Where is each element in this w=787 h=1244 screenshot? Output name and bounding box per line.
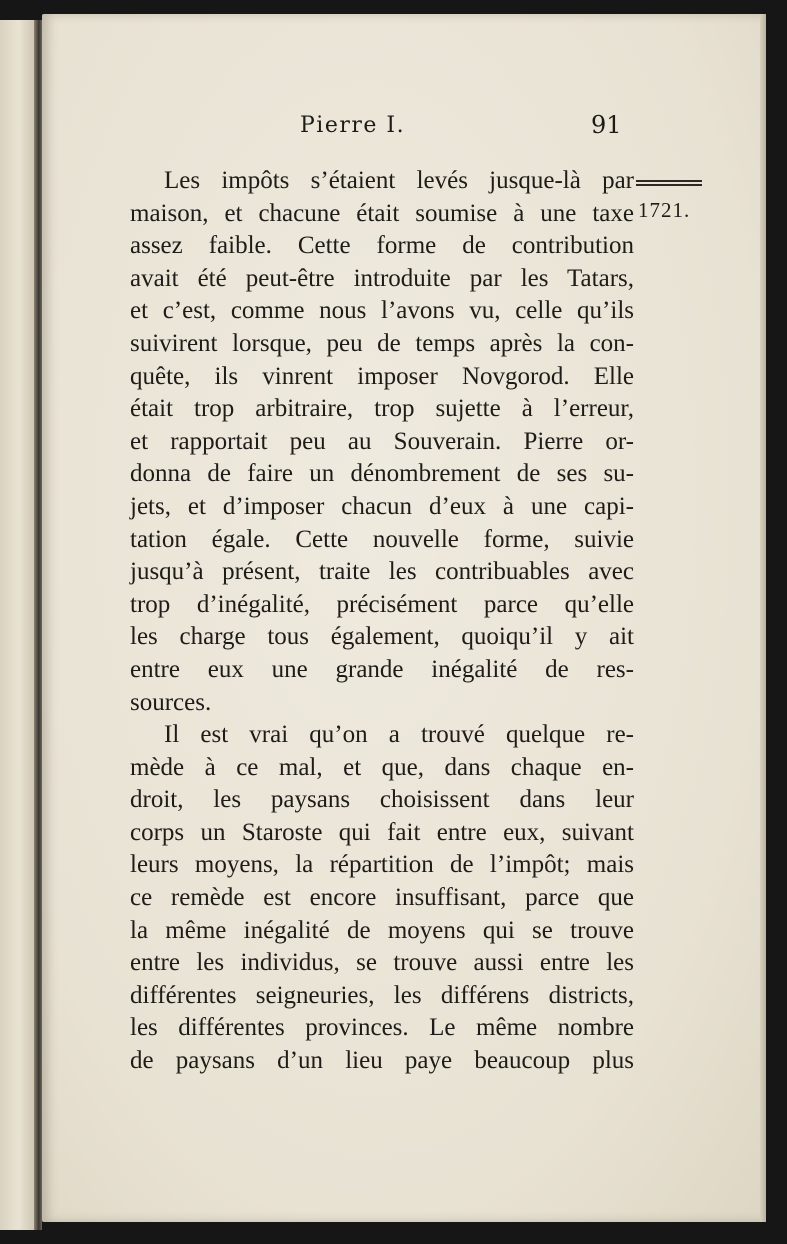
- text-line: jusqu’à présent, traite les contribuables avec: [130, 558, 634, 586]
- text-line: les différentes provinces. Le même nombre: [130, 1014, 634, 1042]
- book-page: [42, 14, 766, 1222]
- text-line: différentes seigneuries, les différens districts,: [130, 981, 634, 1009]
- text-line: était trop arbitraire, trop sujette à l’erreur,: [130, 395, 634, 423]
- text-line: tation égale. Cette nouvelle forme, suivie: [130, 525, 634, 553]
- text-line: mède à ce mal, et que, dans chaque en-: [130, 753, 634, 781]
- text-line: ce remède est encore insuffisant, parce que: [130, 884, 634, 912]
- text-line: suivirent lorsque, peu de temps après la con-: [130, 329, 634, 357]
- text-line: et c’est, comme nous l’avons vu, celle qu’ils: [130, 297, 634, 325]
- text-line: entre eux une grande inégalité de res-: [130, 655, 634, 683]
- text-line: quête, ils vinrent imposer Novgorod. Elle: [130, 362, 634, 390]
- text-line: Les impôts s’étaient levés jusque-là par: [164, 167, 634, 194]
- text-line: Il est vrai qu’on a trouvé quelque re-: [164, 721, 634, 749]
- paragraph-2: [130, 719, 634, 1078]
- book-gutter: [34, 20, 42, 1230]
- left-page-edge: [0, 20, 34, 1230]
- page-header: [42, 109, 766, 145]
- page-right-edge: [760, 14, 766, 1222]
- text-line: avait été peut-être introduite par les Tatars,: [130, 264, 634, 292]
- text-line: droit, les paysans choisissent dans leur: [130, 786, 634, 814]
- margin-year-note: 1721.: [638, 198, 691, 222]
- text-line: jets, et d’imposer chacun d’eux à une capi-: [130, 492, 634, 520]
- text-line: sources.: [130, 688, 212, 716]
- page-number: 91: [591, 111, 622, 139]
- text-line: trop d’inégalité, précisément parce qu’elle: [130, 590, 634, 618]
- text-line: et rapportait peu au Souverain. Pierre or-: [130, 427, 634, 455]
- running-title: Pierre I.: [300, 113, 406, 138]
- paragraph-1: [130, 165, 634, 719]
- text-line: corps un Staroste qui fait entre eux, suivant: [130, 818, 634, 846]
- text-line: leurs moyens, la répartition de l’impôt; mais: [130, 851, 634, 879]
- margin-rule: [636, 180, 702, 188]
- text-line: maison, et chacune était soumise à une taxe: [130, 199, 634, 227]
- body-text: [130, 165, 634, 1078]
- text-line: donna de faire un dénombrement de ses su-: [130, 460, 634, 488]
- text-line: la même inégalité de moyens qui se trouve: [130, 916, 634, 944]
- text-line: de paysans d’un lieu paye beaucoup plus: [130, 1047, 634, 1075]
- text-line: assez faible. Cette forme de contribution: [130, 232, 634, 260]
- text-line: les charge tous également, quoiqu’il y ait: [130, 623, 634, 651]
- text-line: entre les individus, se trouve aussi entre les: [130, 949, 634, 977]
